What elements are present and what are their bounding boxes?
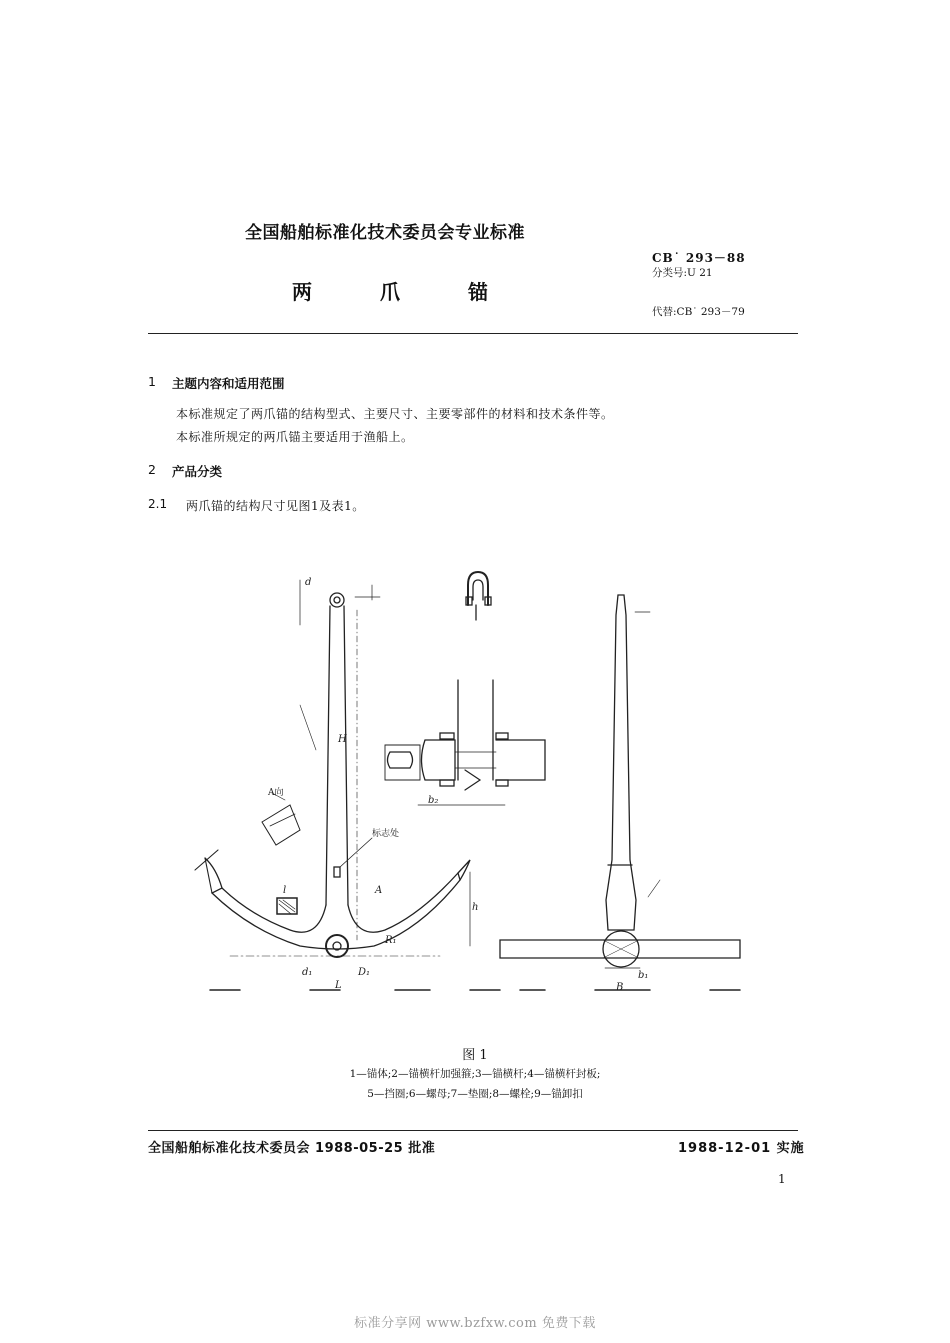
- clause-text: 两爪锚的结构尺寸见图1及表1。: [186, 499, 365, 513]
- label-d: d: [305, 577, 312, 588]
- label-l: l: [283, 885, 287, 896]
- classification-code: 分类号:U 21: [652, 267, 713, 279]
- label-d1: d₁: [302, 967, 313, 978]
- label-A: A: [375, 885, 383, 896]
- label-mark-location: 标志处: [372, 829, 400, 839]
- header-divider: [148, 333, 798, 334]
- label-view-a: A向: [268, 788, 284, 798]
- watermark: 标准分享网 www.bzfxw.com 免费下载: [354, 1316, 596, 1331]
- label-L: L: [335, 980, 342, 991]
- committee-title: 全国船舶标准化技术委员会专业标准: [245, 223, 525, 243]
- section-number: 2: [148, 462, 156, 477]
- section-heading: 产品分类: [172, 464, 223, 479]
- figure-legend: 5—挡圈;6—螺母;7—垫圈;8—螺栓;9—锚卸扣: [367, 1088, 583, 1100]
- figure-title: 图 1: [462, 1048, 488, 1063]
- standard-number: CB˙ 293－88: [652, 251, 746, 265]
- label-b1: b₁: [638, 970, 649, 981]
- shackle-detail: [466, 572, 491, 620]
- title-char: 两: [292, 280, 312, 304]
- approval-info: 全国船舶标准化技术委员会 1988-05-25 批准: [148, 1141, 436, 1156]
- clause-number: 2.1: [148, 497, 168, 511]
- effective-date: 1988-12-01 实施: [678, 1141, 805, 1156]
- title-char: 爪: [380, 280, 400, 304]
- section-number: 1: [148, 374, 156, 389]
- document-title: [292, 276, 488, 305]
- anchor-side-view: [500, 595, 740, 990]
- title-char: 锚: [468, 280, 488, 304]
- label-R1: R₁: [385, 935, 397, 946]
- label-b2: b₂: [428, 795, 439, 806]
- figure-legend: 1—锚体;2—锚横杆加强箍;3—锚横杆;4—锚横杆封板;: [349, 1068, 601, 1080]
- footer-divider: [148, 1130, 798, 1131]
- paragraph: 本标准所规定的两爪锚主要适用于渔船上。: [176, 430, 414, 444]
- paragraph: 本标准规定了两爪锚的结构型式、主要尺寸、主要零部件的材料和技术条件等。: [176, 407, 614, 421]
- page-number: 1: [778, 1172, 786, 1186]
- label-h: h: [472, 902, 479, 913]
- section-heading: 主题内容和适用范围: [172, 376, 285, 391]
- anchor-figure: [0, 560, 950, 1000]
- replaces-standard: 代替:CB˙ 293－79: [652, 306, 745, 318]
- stock-assembly-detail: [385, 680, 545, 805]
- label-H: H: [338, 734, 347, 745]
- label-B: B: [616, 982, 624, 993]
- label-D1: D₁: [358, 967, 371, 978]
